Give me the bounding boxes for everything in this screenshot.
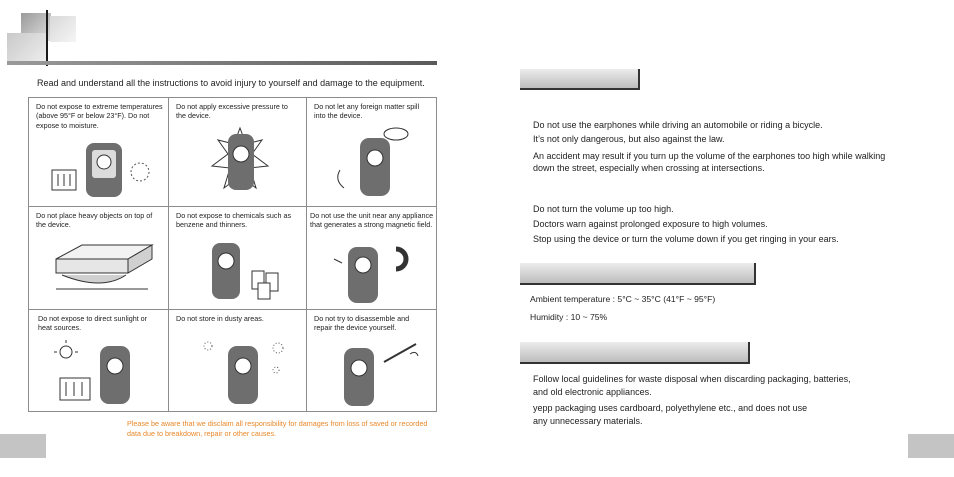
earphones-text-3a: An accident may result if you turn up the volume of the earphones too high while walking <box>533 151 886 161</box>
intro-text: Read and understand all the instructions to avoid injury to yourself and damage to the equipment. <box>37 78 425 88</box>
caution-text: Do not expose to extreme temperatures (above 95°F or below 23°F). Do not expose to moisture. <box>36 102 163 130</box>
caution-grid <box>28 97 437 412</box>
volume-text-3: Stop using the device or turn the volume down if you get ringing in your ears. <box>533 234 839 244</box>
caution-text: Do not store in dusty areas. <box>176 314 264 323</box>
grid-divider <box>306 98 307 411</box>
device-chemicals-illustration <box>202 237 292 305</box>
caution-cell-foreign-matter <box>314 102 434 205</box>
device-sunlight-illustration <box>50 338 160 410</box>
header-divider <box>46 10 48 66</box>
header-decoration-square <box>7 33 47 63</box>
earphones-text-1: Do not use the earphones while driving an automobile or riding a bicycle. <box>533 120 823 130</box>
grid-divider <box>29 206 436 207</box>
caution-text: Do not apply excessive pressure to the device. <box>176 102 288 121</box>
caution-cell-chemicals <box>176 211 304 307</box>
grid-divider <box>168 98 169 411</box>
caution-text: Do not let any foreign matter spill into the device. <box>314 102 420 121</box>
caution-cell-heavy-objects <box>36 211 164 307</box>
caution-cell-pressure <box>176 102 304 205</box>
ambient-temperature-text: Ambient temperature : 5°C ~ 35°C (41°F ~ 95°F) <box>530 294 716 304</box>
page-number-tab-left <box>0 434 46 458</box>
caution-cell-disassemble <box>314 314 434 410</box>
device-screwdriver-illustration <box>328 338 424 410</box>
disposal-text-1a: Follow local guidelines for waste disposal when discarding packaging, batteries, <box>533 374 851 384</box>
header-bar <box>7 61 437 65</box>
earphones-text-2: It’s not only dangerous, but also against the law. <box>533 134 725 144</box>
disposal-text-2a: yepp packaging uses cardboard, polyethylene etc., and does not use <box>533 403 808 413</box>
earphones-text-3b: down the street, especially when crossing at intersections. <box>533 163 765 173</box>
caution-cell-magnetic <box>310 211 434 307</box>
section-heading-bar-earphones <box>520 69 640 90</box>
section-heading-bar-disposal <box>520 342 750 364</box>
caution-cell-dust <box>176 314 304 410</box>
caution-text: Do not use the unit near any appliance that generates a strong magnetic field. <box>310 211 434 230</box>
device-foreign-matter-illustration <box>330 122 420 202</box>
caution-text: Do not expose to direct sunlight or heat sources. <box>38 314 148 333</box>
device-thermometer-illustration <box>48 140 156 202</box>
disposal-text-1b: and old electronic appliances. <box>533 387 652 397</box>
device-dust-illustration <box>198 336 288 410</box>
disposal-text-2b: any unnecessary materials. <box>533 416 643 426</box>
caution-text: Do not expose to chemicals such as benzene and thinners. <box>176 211 292 230</box>
humidity-text: Humidity : 10 ~ 75% <box>530 312 608 322</box>
device-pressure-illustration <box>190 126 290 204</box>
grid-divider <box>29 309 436 310</box>
page-number-tab-right <box>908 434 954 458</box>
caution-text: Do not place heavy objects on top of the device. <box>36 211 153 230</box>
section-heading-bar-environment <box>520 263 756 285</box>
caution-cell-temperature <box>36 102 164 205</box>
caution-cell-sunlight <box>38 314 164 410</box>
heavy-object-illustration <box>52 241 156 301</box>
caution-text: Do not try to disassemble and repair the device yourself. <box>314 314 410 333</box>
volume-text-2: Doctors warn against prolonged exposure to high volumes. <box>533 219 768 229</box>
volume-text-1: Do not turn the volume up too high. <box>533 204 674 214</box>
disclaimer-text: Please be aware that we disclaim all responsibility for damages from loss of saved or recorded data due to breakdown, repair or other causes. <box>127 419 428 438</box>
device-magnet-illustration <box>330 237 426 305</box>
header-decoration-square <box>50 16 76 42</box>
